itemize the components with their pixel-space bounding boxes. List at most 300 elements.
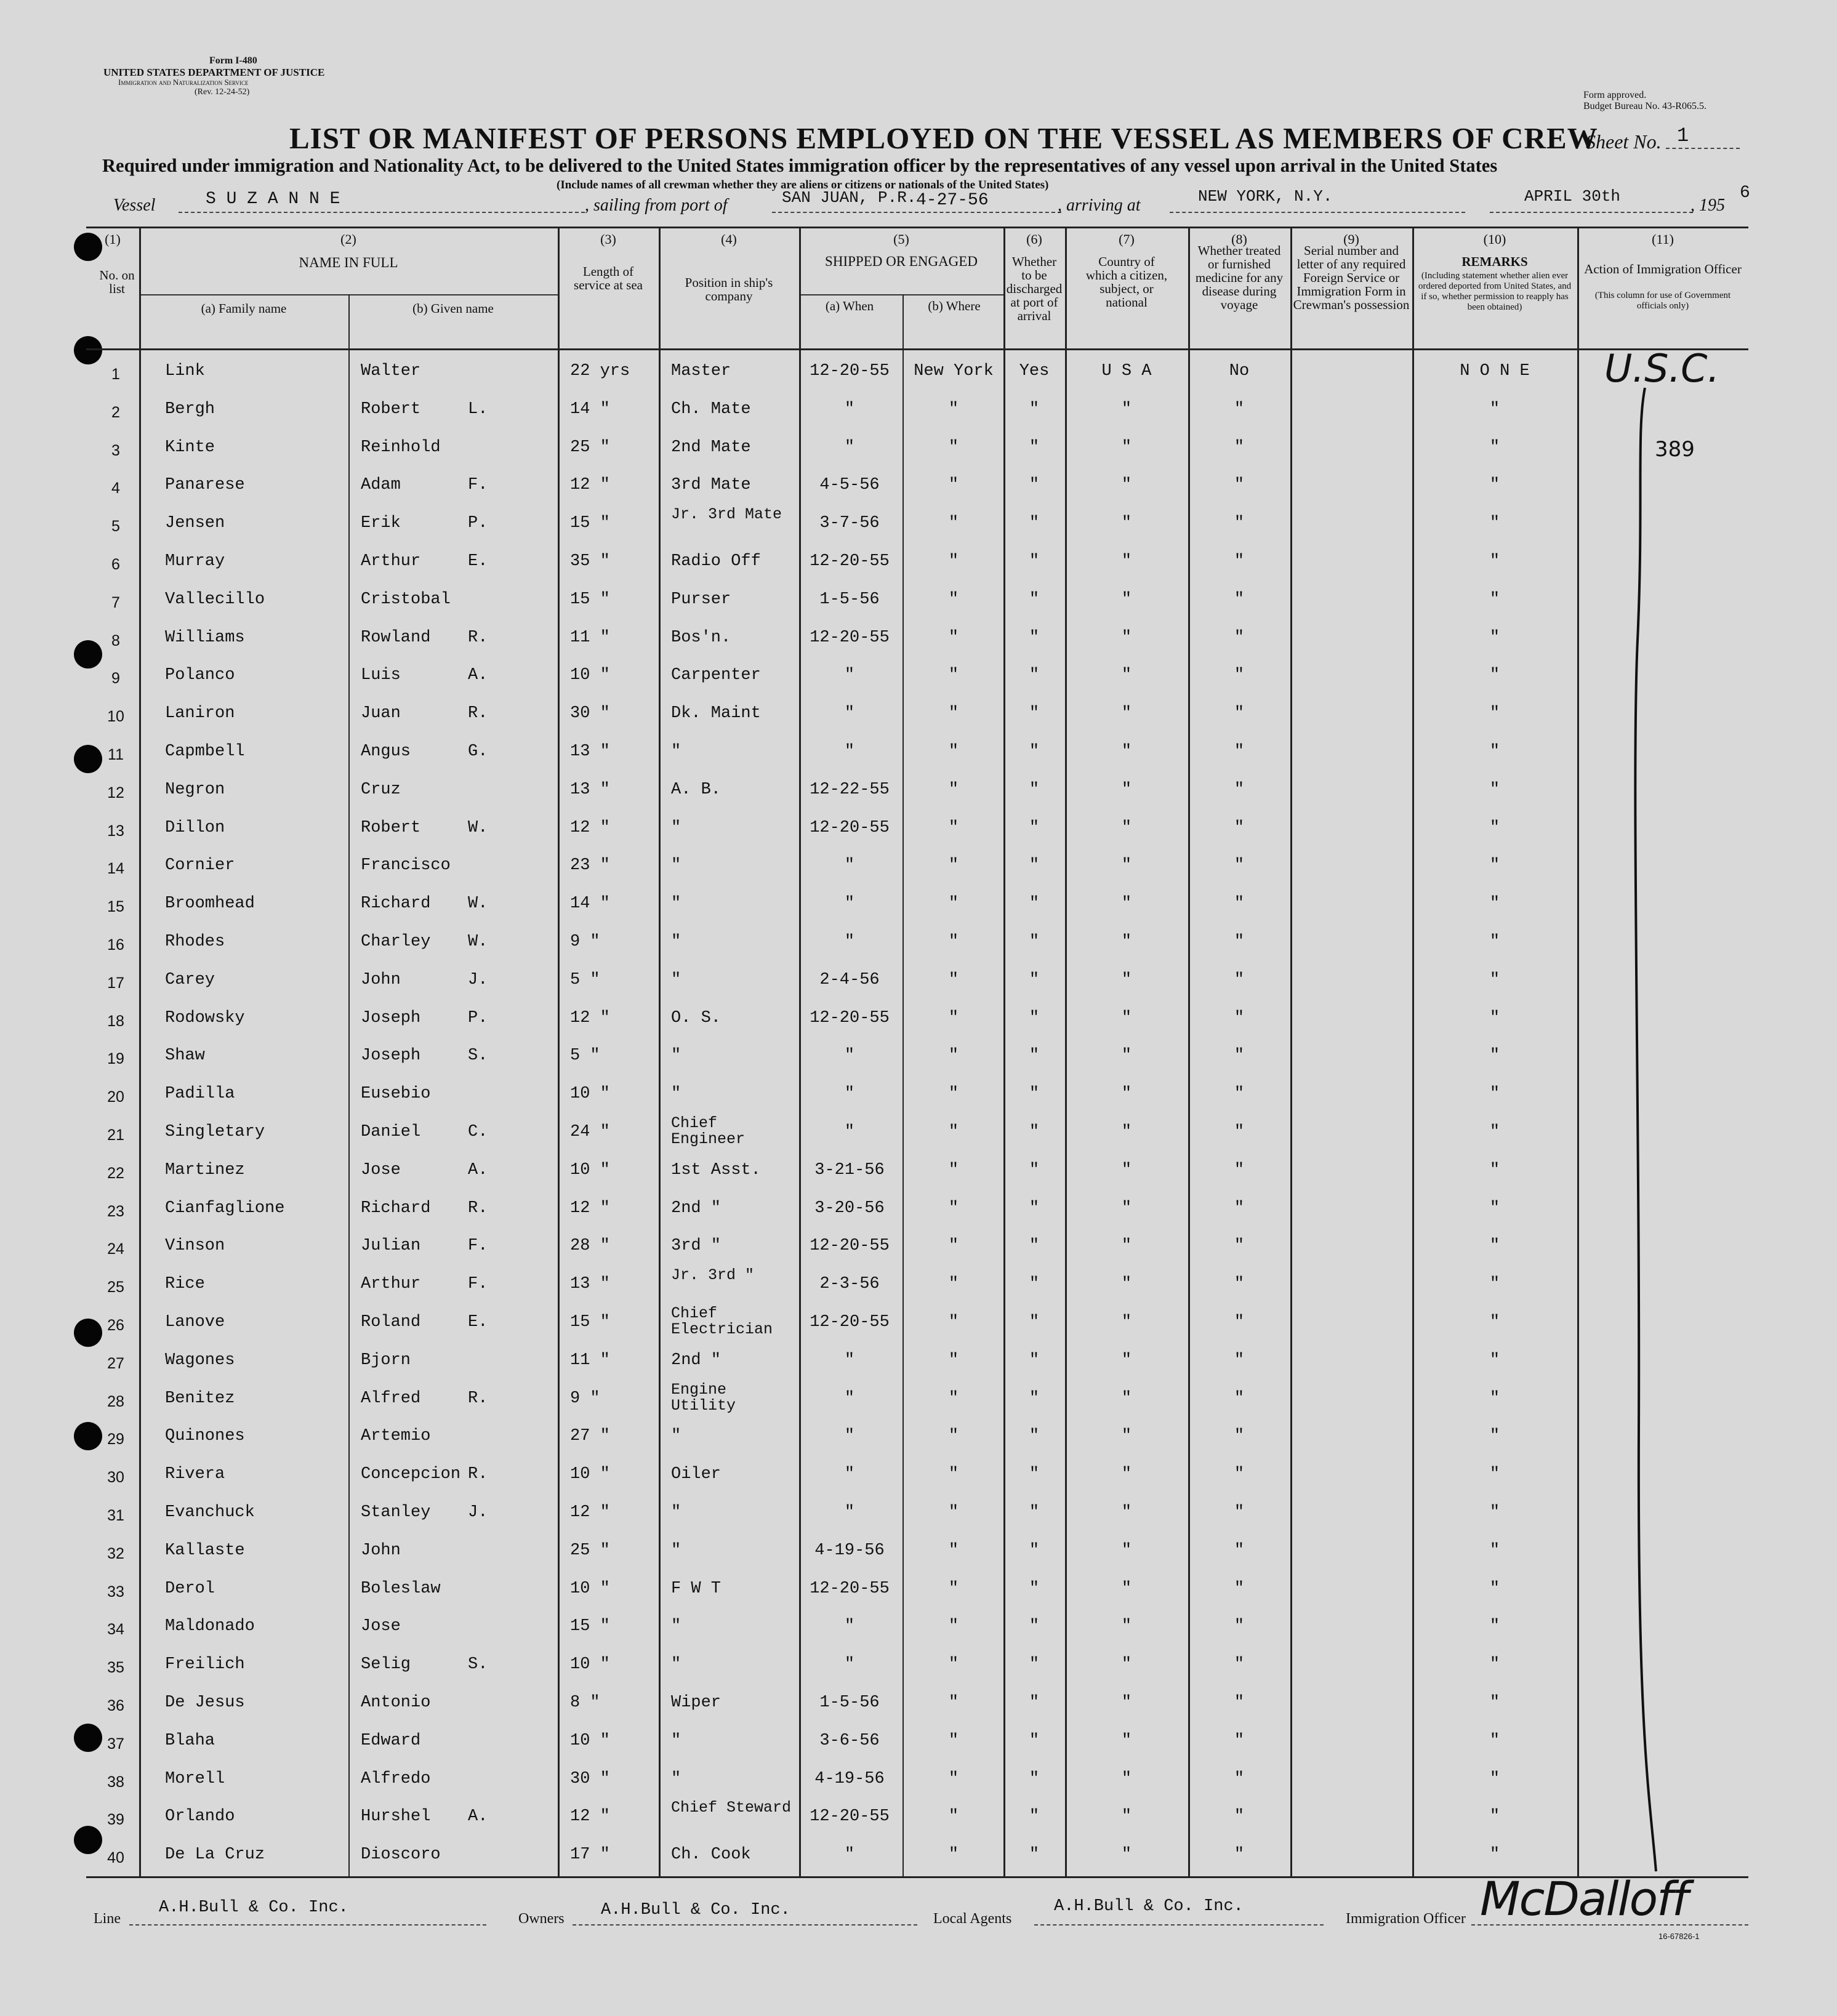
medicine: " [1234, 476, 1245, 495]
family-name: Derol [165, 1579, 215, 1598]
subtitle: Required under immigration and Nationality Act, to be delivered to the United States immigration officer by the representatives of any vessel upon arrival in the United States [102, 155, 1498, 176]
col-10-number: (10) [1483, 231, 1506, 247]
row-number: 14 [107, 860, 124, 878]
given-name: Juan [361, 704, 401, 723]
position: " [671, 1427, 681, 1446]
given-initial: R. [468, 1465, 488, 1484]
length-of-service: 12 " [570, 476, 610, 495]
given-initial: G. [468, 742, 488, 761]
shipped-where: " [948, 1503, 959, 1522]
country: " [1121, 1693, 1132, 1712]
remarks: " [1489, 1123, 1500, 1141]
shipped-where: " [948, 1807, 959, 1826]
shipped-when: 3-6-56 [819, 1731, 880, 1750]
row-number: 40 [107, 1849, 124, 1867]
col-7-header: Country of which a citizen, subject, or national [1085, 254, 1168, 310]
row-number: 35 [107, 1659, 124, 1677]
family-name: Polanco [165, 666, 235, 685]
family-name: Evanchuck [165, 1503, 255, 1522]
length-of-service: 11 " [570, 628, 610, 647]
shipped-where: New York [914, 362, 994, 380]
length-of-service: 27 " [570, 1427, 610, 1446]
medicine: " [1234, 856, 1245, 875]
given-initial: L. [468, 400, 488, 419]
country: " [1121, 514, 1132, 533]
remarks: " [1489, 1275, 1500, 1294]
position: Carpenter [671, 666, 761, 685]
remarks: " [1489, 1199, 1500, 1218]
given-name: Concepcion [361, 1465, 461, 1484]
family-name: Shaw [165, 1046, 205, 1066]
remarks: " [1489, 514, 1500, 533]
medicine: " [1234, 1427, 1245, 1446]
position: 2nd " [671, 1199, 722, 1218]
discharged: " [1029, 1085, 1040, 1104]
medicine: " [1234, 818, 1245, 837]
col-11-subheader: (This column for use of Government officials only) [1594, 291, 1731, 311]
length-of-service: 10 " [570, 1160, 610, 1179]
col-3-number: (3) [600, 231, 616, 247]
shipped-when: " [844, 1503, 855, 1522]
country: " [1121, 1008, 1132, 1027]
col-5b-header: (b) Where [928, 299, 981, 313]
position: Bos'n. [671, 628, 731, 647]
row-number: 29 [107, 1431, 124, 1448]
row-number: 38 [107, 1773, 124, 1791]
given-initial: J. [468, 970, 488, 989]
position: Jr. 3rd " [671, 1266, 755, 1285]
shipped-when: 12-20-55 [810, 362, 890, 380]
medicine: " [1234, 628, 1245, 647]
remarks: " [1489, 1769, 1500, 1788]
shipped-when: 12-20-55 [810, 1579, 890, 1598]
discharged: " [1029, 628, 1040, 647]
given-initial: F. [468, 476, 488, 495]
family-name: Wagones [165, 1351, 235, 1370]
discharged: " [1029, 1731, 1040, 1750]
shipped-where: " [948, 438, 959, 457]
agents-label: Local Agents [933, 1911, 1012, 1927]
shipped-where: " [948, 400, 959, 419]
length-of-service: 12 " [570, 1008, 610, 1027]
position: " [671, 1731, 681, 1750]
col-11-number: (11) [1652, 231, 1674, 247]
discharged: " [1029, 1769, 1040, 1788]
form-number: Form I-480 [209, 55, 257, 66]
discharged: " [1029, 1655, 1040, 1674]
remarks: " [1489, 476, 1500, 495]
length-of-service: 11 " [570, 1351, 610, 1370]
shipped-when: " [844, 1389, 855, 1408]
officer-label: Immigration Officer [1346, 1911, 1466, 1927]
position: " [671, 1541, 681, 1560]
shipped-where: " [948, 1541, 959, 1560]
col-1-header: No. on list [99, 268, 135, 296]
given-name: Reinhold [361, 438, 441, 457]
medicine: " [1234, 1046, 1245, 1066]
medicine: " [1234, 1465, 1245, 1484]
year-digit: 6 [1740, 183, 1750, 203]
country: " [1121, 590, 1132, 609]
given-name: Julian [361, 1237, 421, 1256]
remarks: " [1489, 628, 1500, 647]
remarks: " [1489, 856, 1500, 875]
medicine: " [1234, 1769, 1245, 1788]
shipped-when: " [844, 1617, 855, 1636]
given-initial: R. [468, 1199, 488, 1218]
page-title: LIST OR MANIFEST OF PERSONS EMPLOYED ON THE VESSEL AS MEMBERS OF CREW [289, 121, 1598, 155]
discharged: " [1029, 1351, 1040, 1370]
country: " [1121, 818, 1132, 837]
shipped-where: " [948, 1693, 959, 1712]
given-name: Alfred [361, 1389, 421, 1408]
shipped-where: " [948, 1465, 959, 1484]
given-name: Cristobal [361, 590, 451, 609]
country: " [1121, 628, 1132, 647]
shipped-where: " [948, 590, 959, 609]
sailing-date: 4-27-56 [916, 191, 989, 210]
family-name: Capmbell [165, 742, 245, 761]
country: " [1121, 1769, 1132, 1788]
col-7-number: (7) [1119, 231, 1135, 247]
position: 2nd Mate [671, 438, 751, 457]
discharged: " [1029, 1427, 1040, 1446]
col-5a-header: (a) When [825, 299, 874, 313]
shipped-when: " [844, 1427, 855, 1446]
country: " [1121, 1123, 1132, 1141]
family-name: Bergh [165, 400, 215, 419]
family-name: Carey [165, 970, 215, 989]
given-initial: W. [468, 894, 488, 914]
remarks: " [1489, 1693, 1500, 1712]
length-of-service: 10 " [570, 1085, 610, 1104]
given-name: Dioscoro [361, 1845, 441, 1865]
col-5-number: (5) [893, 231, 909, 247]
shipped-when: 12-20-55 [810, 628, 890, 647]
given-initial: S. [468, 1655, 488, 1674]
row-number: 8 [111, 632, 120, 649]
col-9-header: Serial number and letter of any required Foreign Service or Immigration Form in Crewman's possession [1293, 243, 1410, 312]
row-number: 19 [107, 1050, 124, 1068]
given-initial: C. [468, 1123, 488, 1141]
length-of-service: 13 " [570, 1275, 610, 1294]
medicine: " [1234, 1275, 1245, 1294]
country: " [1121, 1579, 1132, 1598]
length-of-service: 12 " [570, 1199, 610, 1218]
family-name: Link [165, 362, 205, 380]
given-name: Cruz [361, 780, 401, 799]
department: UNITED STATES DEPARTMENT OF JUSTICE [103, 66, 325, 78]
country: " [1121, 1503, 1132, 1522]
col-8-number: (8) [1231, 231, 1247, 247]
length-of-service: 5 " [570, 970, 600, 989]
length-of-service: 14 " [570, 400, 610, 419]
given-name: Angus [361, 742, 411, 761]
given-initial: W. [468, 933, 488, 951]
medicine: " [1234, 970, 1245, 989]
position: Ch. Cook [671, 1845, 751, 1865]
medicine: " [1234, 1845, 1245, 1865]
given-name: Hurshel [361, 1807, 431, 1826]
length-of-service: 10 " [570, 1579, 610, 1598]
family-name: Lanove [165, 1313, 225, 1331]
shipped-when: " [844, 933, 855, 951]
shipped-when: 3-20-56 [814, 1199, 885, 1218]
medicine: " [1234, 1313, 1245, 1331]
shipped-where: " [948, 1427, 959, 1446]
shipped-when: " [844, 438, 855, 457]
family-name: Broomhead [165, 894, 255, 914]
row-number: 5 [111, 518, 120, 536]
medicine: " [1234, 1008, 1245, 1027]
family-name: Vallecillo [165, 590, 265, 609]
country: " [1121, 1655, 1132, 1674]
arriving-port: NEW YORK, N.Y. [1198, 187, 1333, 206]
discharged: " [1029, 552, 1040, 571]
country: " [1121, 1160, 1132, 1179]
owners-label: Owners [518, 1911, 565, 1927]
row-number: 11 [108, 746, 124, 763]
country: " [1121, 1313, 1132, 1331]
remarks: " [1489, 438, 1500, 457]
medicine: " [1234, 1199, 1245, 1218]
discharged: " [1029, 933, 1040, 951]
length-of-service: 15 " [570, 1313, 610, 1331]
discharged: " [1029, 856, 1040, 875]
given-initial: R. [468, 704, 488, 723]
shipped-when: 12-22-55 [810, 780, 890, 799]
discharged: " [1029, 1465, 1040, 1484]
shipped-where: " [948, 1275, 959, 1294]
row-number: 36 [107, 1697, 124, 1714]
medicine: " [1234, 1693, 1245, 1712]
discharged: " [1029, 894, 1040, 914]
remarks: " [1489, 1617, 1500, 1636]
shipped-where: " [948, 1160, 959, 1179]
shipped-where: " [948, 1769, 959, 1788]
country: " [1121, 1085, 1132, 1104]
medicine: " [1234, 1731, 1245, 1750]
shipped-where: " [948, 1731, 959, 1750]
length-of-service: 24 " [570, 1123, 610, 1141]
given-initial: R. [468, 628, 488, 647]
col-9-number: (9) [1343, 231, 1359, 247]
remarks: " [1489, 818, 1500, 837]
discharged: " [1029, 1008, 1040, 1027]
shipped-where: " [948, 780, 959, 799]
discharged: " [1029, 1275, 1040, 1294]
shipped-where: " [948, 514, 959, 533]
remarks: " [1489, 1503, 1500, 1522]
sheet-number: 1 [1677, 124, 1689, 147]
row-number: 12 [107, 784, 124, 801]
family-name: Quinones [165, 1427, 245, 1446]
medicine: " [1234, 400, 1245, 419]
vessel-label: Vessel [113, 196, 156, 215]
medicine: " [1234, 514, 1245, 533]
given-name: Richard [361, 1199, 431, 1218]
family-name: Williams [165, 628, 245, 647]
shipped-when: 12-20-55 [810, 1008, 890, 1027]
col-2a-header: (a) Family name [201, 301, 287, 316]
shipped-when: 2-4-56 [819, 970, 880, 989]
length-of-service: 28 " [570, 1237, 610, 1256]
family-name: Singletary [165, 1123, 265, 1141]
shipped-where: " [948, 1579, 959, 1598]
row-number: 21 [107, 1126, 124, 1144]
position: Master [671, 362, 731, 380]
length-of-service: 22 yrs [570, 362, 630, 380]
family-name: Panarese [165, 476, 245, 495]
row-number: 39 [107, 1811, 124, 1829]
shipped-where: " [948, 1008, 959, 1027]
position: O. S. [671, 1008, 722, 1027]
revision: (Rev. 12-24-52) [195, 87, 250, 97]
row-number: 25 [107, 1279, 124, 1296]
discharged: " [1029, 970, 1040, 989]
remarks: " [1489, 894, 1500, 914]
discharged: " [1029, 400, 1040, 419]
given-name: Rowland [361, 628, 431, 647]
position: " [671, 894, 681, 914]
shipped-where: " [948, 1655, 959, 1674]
given-name: Alfredo [361, 1769, 431, 1788]
shipped-when: " [844, 1465, 855, 1484]
discharged: " [1029, 1313, 1040, 1331]
row-number: 23 [107, 1202, 124, 1220]
discharged: " [1029, 818, 1040, 837]
medicine: " [1234, 1160, 1245, 1179]
family-name: Rodowsky [165, 1008, 245, 1027]
budget-bureau: Budget Bureau No. 43-R065.5. [1583, 101, 1706, 111]
discharged: " [1029, 1160, 1040, 1179]
country: " [1121, 1237, 1132, 1256]
position: Wiper [671, 1693, 722, 1712]
given-name: Walter [361, 362, 421, 380]
discharged: " [1029, 590, 1040, 609]
medicine: " [1234, 1237, 1245, 1256]
remarks: " [1489, 1085, 1500, 1104]
given-name: Adam [361, 476, 401, 495]
shipped-when: " [844, 704, 855, 723]
discharged: " [1029, 666, 1040, 685]
discharged: Yes [1019, 362, 1050, 380]
owners-value: A.H.Bull & Co. Inc. [601, 1901, 790, 1919]
remarks: " [1489, 933, 1500, 951]
shipped-when: 1-5-56 [819, 1693, 880, 1712]
remarks: " [1489, 1655, 1500, 1674]
family-name: Cianfaglione [165, 1199, 285, 1218]
col-8-header: Whether treated or furnished medicine for any disease during voyage [1195, 243, 1284, 312]
country: " [1121, 1046, 1132, 1066]
country: " [1121, 476, 1132, 495]
given-initial: W. [468, 818, 488, 837]
given-name: Jose [361, 1617, 401, 1636]
row-number: 16 [107, 936, 124, 954]
line-value: A.H.Bull & Co. Inc. [159, 1898, 348, 1917]
given-initial: S. [468, 1046, 488, 1066]
row-number: 22 [107, 1164, 124, 1182]
remarks: " [1489, 1008, 1500, 1027]
medicine: " [1234, 1351, 1245, 1370]
country: " [1121, 1389, 1132, 1408]
row-number: 7 [111, 593, 120, 611]
medicine: No [1229, 362, 1250, 380]
given-name: Bjorn [361, 1351, 411, 1370]
medicine: " [1234, 1503, 1245, 1522]
shipped-where: " [948, 704, 959, 723]
row-number: 27 [107, 1354, 124, 1372]
country: " [1121, 438, 1132, 457]
officer-signature: McDalloff [1480, 1871, 1687, 1926]
medicine: " [1234, 1617, 1245, 1636]
shipped-when: 4-19-56 [814, 1541, 885, 1560]
row-number: 6 [111, 556, 120, 573]
country: " [1121, 933, 1132, 951]
remarks: " [1489, 1731, 1500, 1750]
position: 2nd " [671, 1351, 722, 1370]
row-number: 13 [107, 822, 124, 840]
col-10-header: REMARKS [1461, 254, 1528, 269]
given-name: Edward [361, 1731, 421, 1750]
given-name: Arthur [361, 552, 421, 571]
length-of-service: 12 " [570, 1503, 610, 1522]
length-of-service: 12 " [570, 818, 610, 837]
col-5-header: SHIPPED OR ENGAGED [825, 254, 978, 269]
remarks: " [1489, 1389, 1500, 1408]
length-of-service: 15 " [570, 514, 610, 533]
position: 1st Asst. [671, 1160, 761, 1179]
length-of-service: 30 " [570, 1769, 610, 1788]
col-6-number: (6) [1026, 231, 1042, 247]
shipped-when: 1-5-56 [819, 590, 880, 609]
given-initial: F. [468, 1275, 488, 1294]
medicine: " [1234, 1541, 1245, 1560]
country: " [1121, 1275, 1132, 1294]
print-code: 16-67826-1 [1658, 1932, 1700, 1941]
remarks: " [1489, 1313, 1500, 1331]
given-name: Robert [361, 400, 421, 419]
family-name: Cornier [165, 856, 235, 875]
length-of-service: 30 " [570, 704, 610, 723]
discharged: " [1029, 1046, 1040, 1066]
col-6-header: Whether to be discharged at port of arrival [1006, 254, 1063, 323]
country: " [1121, 1617, 1132, 1636]
position: Radio Off [671, 552, 761, 571]
position: Chief Engineer [671, 1114, 746, 1148]
shipped-when: " [844, 894, 855, 914]
service: Immigration and Naturalization Service [118, 78, 249, 87]
officer-action-number: 389 [1655, 437, 1695, 462]
length-of-service: 10 " [570, 1655, 610, 1674]
shipped-when: 4-5-56 [819, 476, 880, 495]
shipped-where: " [948, 1351, 959, 1370]
row-number: 34 [107, 1621, 124, 1639]
col-11-header: Action of Immigration Officer [1584, 262, 1742, 276]
shipped-where: " [948, 1123, 959, 1141]
length-of-service: 13 " [570, 742, 610, 761]
remarks: " [1489, 1160, 1500, 1179]
given-name: Francisco [361, 856, 451, 875]
length-of-service: 17 " [570, 1845, 610, 1865]
row-number: 15 [107, 898, 124, 916]
given-name: Jose [361, 1160, 401, 1179]
given-name: Eusebio [361, 1085, 431, 1104]
length-of-service: 13 " [570, 780, 610, 799]
country: " [1121, 1199, 1132, 1218]
shipped-where: " [948, 1313, 959, 1331]
remarks: " [1489, 1427, 1500, 1446]
